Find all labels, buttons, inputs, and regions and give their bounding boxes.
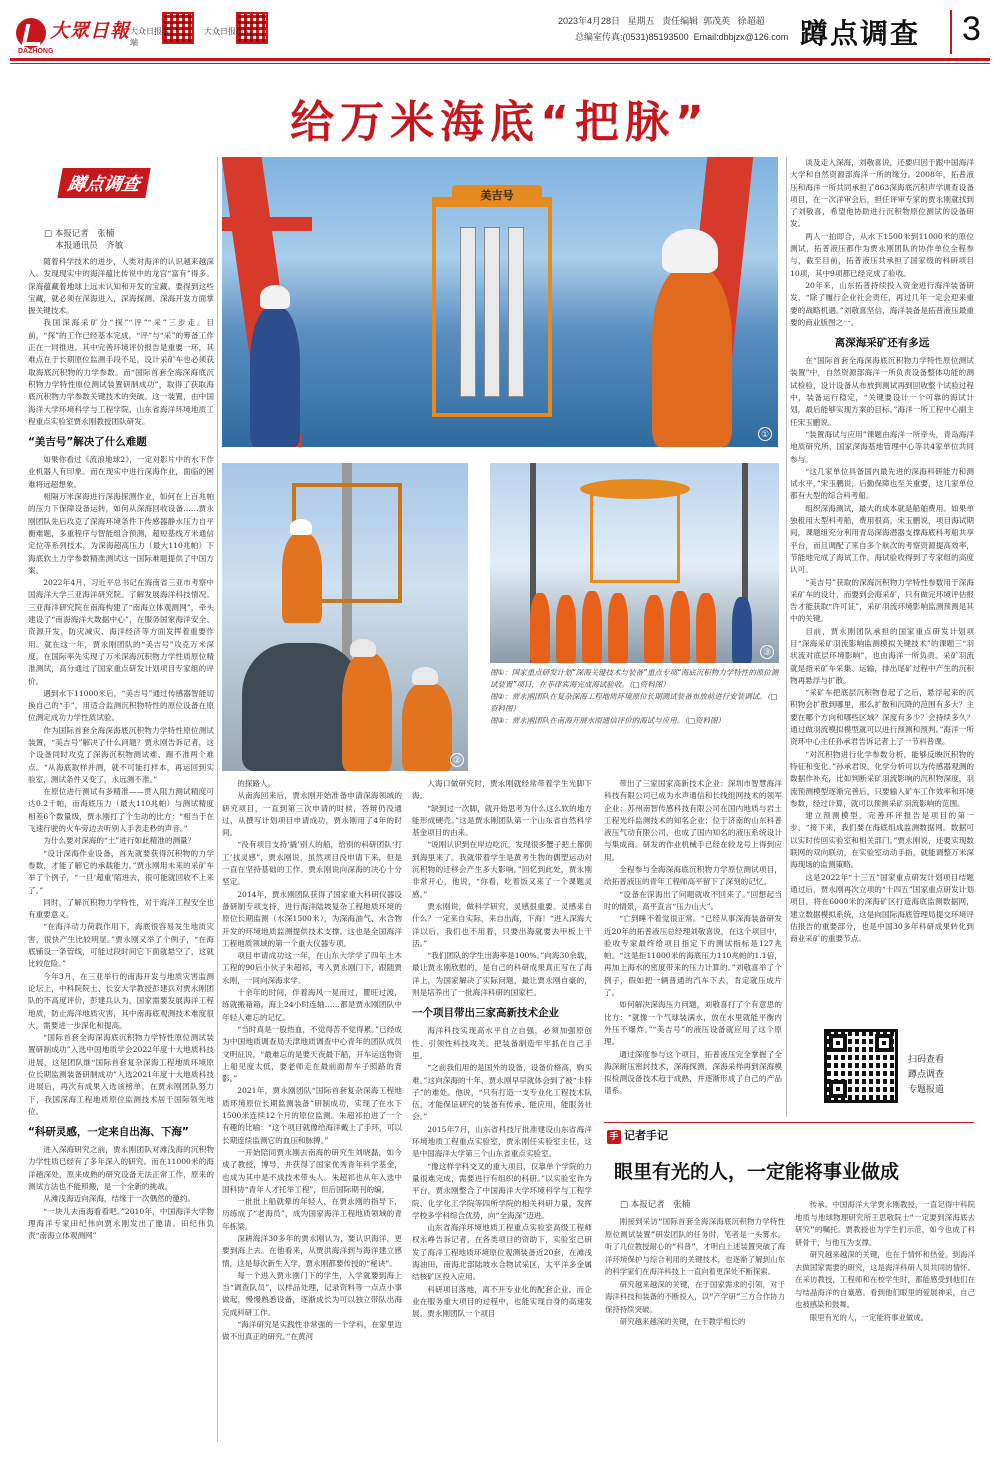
masthead-rule-thin xyxy=(10,63,990,64)
vessel-name-plate: 美吉号 xyxy=(452,185,542,207)
qr-label-1: 扫码查看 xyxy=(908,1055,945,1065)
team-member xyxy=(582,591,602,663)
page-number: 3 xyxy=(950,10,981,54)
paragraph: 从滩浅海迈向深海，结缘于一次偶然的邀约。 xyxy=(43,1194,196,1204)
contact-line xyxy=(575,30,788,43)
team-member xyxy=(696,593,716,663)
caption-2: 图②：贾永刚团队在复杂深海工程地质环境原位长期测试装备布放前进行安装调试。（□资料图） xyxy=(490,692,778,713)
paragraph: “装置海试与应用”课题由海洋一所牵头，青岛海洋地质研究所、国家深海基地管理中心等共4家单位共同参与。 xyxy=(790,429,974,464)
paragraph: 2021年，贾永刚团队“国际首套复杂深海工程地质环境原位长期监测装备”研制成功，实现了在水下1500米连续12个月的原位监测。朱超祁拍进了一个有趣的比喻：“这个项目就像给海洋戴上了手环，可以长期连续监测它的血压和脉搏。” xyxy=(222,1086,402,1145)
paragraph: “一块儿去南海看看吧。”2010年，中国海洋大学物理海洋专家田纪伟向贾永刚发出了邀请。田纪伟负责“南海立体观测网” xyxy=(28,1206,214,1241)
paragraph: “对沉积物进行化学参数分析，能够反映沉积物的特征和变化。”孙承君说，化学分析可以为传感器观测的数据作补充，比如判断采矿羽流影响的沉积物深度，羽流预测模型逐渐完善后，只要输入矿车工作效率和环境参数，经过计算，就可以预测采矿羽流影响的范围。 xyxy=(790,749,974,808)
paragraph: 项目申请成功这一年，在山东大学学了四年土木工程的90后小伙子朱超祁，考入贾永刚门下，跟随贾永刚，一同向深海求学。 xyxy=(222,951,402,985)
qr-label-3: 专题报道 xyxy=(908,1085,945,1095)
paragraph: 传承。中国海洋大学贾永刚教授，一直记得中科院地质与地球物理研究所王思敬院士“一定要到深海底去研究”的嘱托。贾教授也为学生们示范，如今也成了科研骨干，与他互为支撑。 xyxy=(795,1200,975,1247)
sensor-tube xyxy=(484,227,500,397)
paragraph: “说刚认识到在岸边吃沉，发现很多蟹子把土都倒到海里来了。我就带着学生是黄考生物的偶塑运动对沉积物的迁移会产生多大影响。”回忆到此处，贾永刚非常开心，他说，“你看，吃着饭又来了一个课题灵感。” xyxy=(412,840,592,899)
paragraph: 十余年的时间，伴着海风一晃而过，瞿旺过渡，练就搬箱箱，海上24小时连轴……都是贾永刚团队中年轻人难忘的记忆。 xyxy=(222,988,402,1022)
team-member xyxy=(644,595,664,663)
paragraph: 全程参与全海深海底沉积物力学原位测试项目，给拓普液压的青年工程师高平留下了深刻的记忆。 xyxy=(604,865,782,887)
crane-beam xyxy=(222,217,312,231)
paragraph: 从南海回来后，贾永刚开始准备申请深海领域的研究项目，一直到第三次申请的时候，答辩仍没通过，从撰写计划项目申请成功，贾永刚用了4年的时间。 xyxy=(222,791,402,838)
issue-date: 2023年4月28日 xyxy=(558,16,621,26)
newspaper-logo[interactable] xyxy=(16,14,131,55)
paragraph: “没有项目支持‘撬’别人的船，给别的科研团队‘打工’找灵感”，贾永刚说，虽然项目没申请下来，但是一直在坚持基础的工作。贾永刚说向深海的决心十分坚定。 xyxy=(222,840,402,887)
paragraph: 我国深海采矿分“探”“评”“采”三步走。目前，“探”的工作已经基本完成，“评”与“采”的筹备工作正在一同推进。其中完善环境评价报告是重要一环，其难点在于长期原位监测手段不足，设计采矿车也必须获取海底沉积物的力学参数。而“国际首套全海深海底沉积物力学特性原位测试装置研制成功”，取得了获取海底沉积物力学参数关键技术的突破。这一装置，由中国海洋大学环境科学与工程学院、山东省海洋环境地质工程重点实验室贾永刚教授团队研发。 xyxy=(28,318,214,426)
divider xyxy=(786,157,787,1117)
photo-deployment-frame[interactable] xyxy=(222,157,778,447)
paragraph: 海洋科技实现高水平自立自强，必须加强原创性、引领性科技攻关。把装备制造牢牢抓在自己手里。 xyxy=(412,1026,592,1060)
paragraph: 眼里有光的人，一定能将事业做成。 xyxy=(809,1312,929,1322)
paragraph: 如何解决深海压力问题，刘敬喜打了个有意思的比方：“就像一个气球装满水，放在水里就能平衡内外压不爆炸。”“美吉号”的液压设备就应用了这个原理。 xyxy=(604,1000,782,1047)
qr1-caption: 大众日报客户端 xyxy=(130,27,178,47)
phone-label: 总编室传真: xyxy=(575,32,623,42)
text-column-5 xyxy=(790,157,974,1019)
paragraph: 2014年，贾永刚团队获得了国家重大科研仪器设备研制专项支持，进行海洋陆坡复杂工程地质环境的原位长期监测（水深1500米），为深海油气、水合物开发的环境地质监测提供技术支撑。这也是全国海洋工程地质领域的第一个重大仪器专项。 xyxy=(222,889,402,948)
paragraph: “当时真是一股热血，不觉得苦不觉得累。”已经成为中国地质调查局天津地质调查中心青年的团队成员文明征说，“最难忘的是要天夜最下船，开车运送物资上船见度太低，要老师走在最前面帮车子照路的背影。” xyxy=(222,1024,402,1084)
paragraph: 研究越来越深的关键，也在于情怀和热爱。到海洋去做国家需要的研究，这是海洋科研人员共同的情怀。在采访教授，工程师和在校学生时，都能感受到他们在与结晶海洋的自豪感。看到他们眼里的爱展神采，自己也被感染和鼓舞。 xyxy=(795,1250,975,1309)
qr-corner xyxy=(829,1034,847,1052)
text-column-2 xyxy=(222,778,402,1442)
logo-name: 大眾日報 xyxy=(50,20,131,42)
paragraph: “海洋研究是实践性非常强的一个学科，在家里边做不出真正的研究。”在黄河 xyxy=(222,1320,402,1342)
worker-left xyxy=(250,307,300,447)
sensor-tube xyxy=(508,227,524,397)
paragraph: 研究越来越深的关键，在于国家需求的引领，对于海洋科技和装备的不断投入，以“产学研”三方合作协力保持持续突破。 xyxy=(605,1279,785,1314)
worker-right xyxy=(652,267,732,447)
qr-corner xyxy=(875,1034,893,1052)
paragraph: 进入深海研究之前，贾永刚团队对滩浅海的沉积物力学性质已经有了多年深入的研究。而在11000米的海洋趟深处，原来成熟的研究设备无法正常工作，原来的测试方法也不能照搬，是一个全新的挑战。 xyxy=(28,1145,214,1192)
qr2-caption: 大众日报微信 xyxy=(204,27,252,36)
paragraph: “采矿车把底层沉积物卷起了之后，悬浮起来的沉积物会扩散到哪里，那么扩散和沉降的范围有多大？主要在哪个方向和哪些区域？深度有多少？会持续多久？通过做羽流模拟模型就可以进行预测和预判。”海洋一所资环中心主任孙承君告诉记者上了一节科普课。 xyxy=(790,688,974,747)
issue-weekday: 星期五 xyxy=(627,16,655,26)
section-title: 蹲点调查 xyxy=(800,17,921,50)
photo-installation[interactable] xyxy=(222,463,468,771)
paragraph: 为什么要对深海的“土”进行如此精准的测量？ xyxy=(43,836,196,846)
worker xyxy=(402,683,452,771)
caption-3: 图③：贾永刚团队在南海开展水雨通信评价的海试与应用。（□资料图） xyxy=(490,716,726,725)
paragraph: 组织深海测试，最大的成本就是船舶费用。如果单独租用大型科考船，费用很高，宋玉鹏说，项目海试期间，课题组充分利用青岛深海潜器支撑海底科考船共享平台，而且调配了来自多个航次的考察资源提高效率，节能地完成了海试工作，海试验收得到了专家组的高度认可。 xyxy=(790,503,974,575)
paragraph: 谈及走入深海，刘敬喜说，还要归因于跟中国海洋大学和自然资源部海洋一所的缘分。2008年，拓普液压和海洋一所共同承担了863深海底沉积声学调查设备项目，在一次洋审会后，担任评审专家的贾永刚就找到了刘敬喜，希望他协助进行沉积物原位测试的设备研发。 xyxy=(790,158,974,229)
note-tag-label: 记者手记 xyxy=(624,1129,668,1142)
text-column-3 xyxy=(412,778,592,1442)
paragraph: “之前我们用的是国外的设备，设备价格高，购买难。”这向深海的十年，贾永刚早早就体会到了被“卡脖子”的难处。他说，“只有打造一支专业化工程技术队伍，才能保证研究的装备有传承、能应用，能服务社会。” xyxy=(412,1063,592,1122)
paragraph: “在海洋动力荷载作用下，海底很容易发生地质灾害，很快产生比较明显。”贾永刚又举了个例子，“在海底铺设一条管线，可能过段时间它下面就悬空了，这就比较危险。” xyxy=(28,922,214,969)
instrument-frame xyxy=(590,493,680,583)
paragraph: 遇到水下11000米后，“美吉号”通过传感器智能切换自己的“手”，用适合监测沉积物特性的原位设备在原位测定成功力学性质试验。 xyxy=(28,688,214,723)
paragraph: 两人一拍即合，从水下1500米到11000米的原位测试，拓普液压都作为贾永刚团队的协作单位全程参与，截至目前，拓普液压共承担了国家级的科研项目10项，其中9项都已经完成了验收。 xyxy=(790,231,974,278)
qr-code-icon[interactable] xyxy=(824,1029,898,1103)
photo-number: ① xyxy=(758,427,772,441)
photo-caption xyxy=(490,667,779,727)
paragraph: 同时，了解沉积物力学特性，对于海洋工程安全也有重要意义。 xyxy=(28,897,214,920)
paragraph: “这几家单位具备国内最先进的深海科研能力和测试水平，”宋玉鹏说，后勤保障也至关重要，这几家单位都有大型的综合科考船。 xyxy=(790,466,974,501)
qr-corner xyxy=(829,1080,847,1098)
helmet-icon xyxy=(662,229,718,273)
paragraph: 刚接到采访“国际首套全海深海底沉积物力学特性原位测试装置”研发团队的任务时，笔者是一头雾水。听了几位教授耐心的“科普”，才明白上述装置突破了海洋环境保护与综合利用的关键技术，也逐渐了解到山东的科学家们在海洋科技上一直向着更深处不断探索。 xyxy=(605,1217,785,1276)
designer-name: 徐超超 xyxy=(737,16,765,26)
paragraph: 在“国际首套全海深海底沉积物力学特性原位测试装置”中，自然资源部海洋一所负责设备整体功能的测试检验，设计设备从布放到测试再到回收整个试验过程中，装备运行稳定，“关键要设计一个可靠的海试计划，最后能够实现方案的目标。”海洋一所工程中心副主任宋玉鹏说。 xyxy=(790,356,974,427)
subheading: “美吉号”解决了什么难题 xyxy=(28,436,147,449)
paragraph: 贾永刚说，做科学研究，灵感很重要。灵感来自什么？一定来自实际，来自出海，下海！“进入深海大洋以后，我们也不用着，只要出海就要去甲板上干活。” xyxy=(412,901,592,948)
subheading: “科研灵感，一定来自出海、下海” xyxy=(28,1126,189,1139)
photo-number: ③ xyxy=(760,645,774,659)
paragraph: 这是2022年“十三五”国家重点研发计划项目结题通过后，贾永刚再次立项的“十四五”国家重点研发计划项目，将在6000米的深海矿区打造海底监测数据网，建立数据模拟系统，这是向国际海底管理局提交环境评估报告的重要部分，也是中国30多年科研成果转化到商业采矿的重要节点。 xyxy=(790,872,974,944)
note-column-b xyxy=(795,1199,975,1442)
photo-team[interactable] xyxy=(490,463,779,663)
paragraph: “设计深海作业设备，首先就要获得沉积物的力学参数，才能了解它的承载能力。”贾永刚用未来的采矿车举了个例子，“一旦‘超重’陷进去，很可能就回收不上来了。” xyxy=(28,848,214,895)
paragraph: 研究越来越深的关键，在于教学相长的 xyxy=(619,1317,746,1326)
worker xyxy=(282,533,322,623)
worker xyxy=(342,653,392,771)
team-member xyxy=(732,597,752,663)
helmet-icon xyxy=(350,639,376,657)
note-icon: 手 xyxy=(607,1130,621,1144)
phone: (0531)85193500 xyxy=(622,32,689,42)
paragraph: 20年来，山东拓普持续投入资金进行海洋装备研发，“除了履行企业社会责任，再过几年一定会迎来重要的战略机遇。”刘敬喜坚信，海洋装备是拓普液压最重要的商业版图之一。 xyxy=(790,280,974,327)
paragraph: 2022年4月，习近平总书记在海南省三亚市考察中国海洋大学三亚海洋研究院。了解发展海洋科技情况。三亚海洋研究院在南海构建了“南海立体观测网”，牵头建设了“南海海洋大数据中心”，在服务国家海洋安全、资源开发、防灾减灾、海洋经济等方面发挥着重要作用。就在这一年，贾永刚团队的“美吉号”攻克万米深度，在国际率先实现了万米深海沉积物力学性质原位精准测试，高分通过了国家重点研发计划项目专家组的评价。 xyxy=(28,578,214,686)
paragraph: “国际首套全海深海底沉积物力学特性原位测试装置研制成功”入选中国地质学会2022年度十大地质科技进展，这是团队继“国际首套复杂深海工程地质环境原位长期监测装备研制成功”入选2021年度十大地质科技进展后，再次有成果入选该榜单。在贾永刚团队努力下，我国深海工程地质原位监测技术居于国际领先地位。 xyxy=(28,1033,214,1116)
paragraph: “缺到过一次脚，就开始思考为什么这么软的地方能形成硬壳。”这是贾永刚团队第一个山东省自然科学基金项目的由来。 xyxy=(412,803,592,838)
column-badge: 蹲点调查 xyxy=(57,168,150,198)
caption-1: 图①：国家重点研发计划“深海关键技术与装备”重点专项“海底沉积物力学特性的原位测试装置”项目，在菲律宾海完成海试验收。（□资料图） xyxy=(490,668,779,689)
helmet-icon xyxy=(260,285,290,309)
paragraph: 相隔万米深海进行深海探测作业，如何在上百兆帕的压力下保障设备运转，如何从深海回收设备……贾永刚团队先后攻克了深海环境条件下传感器静水压力自平衡难题，多重程序与智能组合预测，超短基线万米通信定位等系列技术，为深海超高压力（最大110兆帕）下海底软土力学参数精准测试这一国际难题提供了中国方案。 xyxy=(28,492,214,575)
divider xyxy=(217,157,218,1442)
paragraph: 今年3月，在三亚举行的南海开发与地质灾害监测论坛上，中科院院士、长安大学教授彭建兵对贾永刚团队的不高度评价，彭建兵认为，国家需要发展海洋工程地质，防止海洋地质灾害，其中南海底观测技术难度很大，需要进一步深化和提高。 xyxy=(28,971,214,1030)
paragraph: 建立预测模型，完善环评报告是项目的第一步，“接下来，我们要在海底组成监测数据网。数据可以实时传回实验室和相关部门。”贾永刚说，还要实现数联网的双向联动，在实验室动动手指，就能调整万米深海现场的监测策略。 xyxy=(790,811,974,870)
note-column-a xyxy=(605,1216,785,1442)
paragraph: 带出了三家国家高新技术企业：深圳市智慧海洋科技有限公司已成为水声通信和长线组网技术的领军企业；苏州南智传感科技有限公司在国内地质与岩土工程光纤监测技术的知名企业；位于济南的山东科普液压气动有限公司，也成了国内知名的液压系统设计与集成商。研发的作业机械手已经在较龙号上得到应用。 xyxy=(604,779,782,862)
paragraph: 作为国际首套全海深海底沉积物力学特性原位测试装置，“美吉号”解决了什么问题？贾永刚告诉记者，这个设备同时攻克了深海沉积物测试难、踢不准两个难点。“从海底取样并测，就不可能打样本，再运回到实验室，测试条件又变了，永远测不准。” xyxy=(28,725,214,784)
issue-date-line xyxy=(558,14,765,27)
helmet-icon xyxy=(412,667,438,685)
logo-mark-icon xyxy=(16,18,46,48)
article-byline-2: 本报通讯员 齐敏 xyxy=(44,241,124,251)
team-member xyxy=(530,593,550,663)
helmet-icon xyxy=(290,519,312,535)
subheading: 离深海采矿还有多远 xyxy=(834,337,930,350)
paragraph: 一开始陪同贾永刚去南海的研究生刘晓磊，如今成了教授，博导，并获得了国家优秀青年科学基金，也成为其中是不成技术带头人。朱超祁也从年入选中国科协“青年人才托举工程”，但后国际期刊的编。 xyxy=(222,1147,402,1194)
paragraph: 山东省海洋环境地质工程重点实验室高级工程师权永峥告诉记者，在各类项目的资助下，实验室已研发了海洋工程地质环境原位观测装备近20套，在滩浅海油田，南海北部陆坡水合物试采区，太平洋多金属结核矿区投入应用。 xyxy=(412,1223,592,1282)
text-column-4 xyxy=(604,778,782,1124)
photo-number: ② xyxy=(450,753,464,767)
team-member xyxy=(670,591,690,663)
team-member xyxy=(608,593,628,663)
paragraph: “像这样学科交叉的重大项目，仅靠单个学院的力量很难完成，需要进行有组织的科研。”以实验室作为平台，贾永刚整合了中国海洋大学环境科学与工程学院、化学化工学院等四所学院的相关科研力量，发挥学校多学科综合优势，向“全海深”迈进。 xyxy=(412,1161,592,1220)
text-column-1 xyxy=(28,256,214,1442)
team-member xyxy=(556,595,576,663)
paragraph: 通过深度参与这个项目，拓普液压完全掌握了全海深耐压密封技术，深海探测，深海采样再到深海模拟检测设备技术趋于成熟，并逐渐形成了自己的产品谱系。 xyxy=(604,1049,782,1096)
email-label: Email: xyxy=(693,32,719,42)
divider xyxy=(604,1122,974,1123)
masthead xyxy=(10,8,990,58)
paragraph: “美吉号”获取的深海沉积物力学特性参数用于深海采矿车的设计，而要到会海采矿，只有做完环境评估报告才能获取“许可证”，采矿羽流环境影响监测预测是其中的关键。 xyxy=(790,577,974,624)
paragraph: 一批批上船就晕的年轻人，在贾永刚的指导下，历练成了“老海员”，成为国家海洋工程地质领域的青年栋梁。 xyxy=(222,1197,402,1231)
paragraph: 2015年7月，山东省科技厅批准建设山东省海洋环境地质工程重点实验室，贾永刚任实验室主任，这是中国海洋大学第三个山东省重点实验室。 xyxy=(412,1124,592,1159)
paragraph: 如果你看过《流浪地球2》，一定对影片中的水下作业机器人有印象。而在现实中进行深海作业，面临的困难将远超想象。 xyxy=(28,455,214,489)
note-byline: □ 本报记者 张楠 xyxy=(620,1200,691,1210)
email[interactable]: dbbjzx@126.com xyxy=(718,32,789,42)
qr-label-2: 蹲点调查 xyxy=(908,1070,945,1080)
paragraph: 每一个进入贾永刚门下的学生，入学就要到海上当“调查队员”，以样品处理，记录资料等一点点小事做起，慢慢熟悉设备，逐渐成长为可以独立带队出海完成科研工作。 xyxy=(222,1270,402,1317)
subheading: 一个项目带出三家高新技术企业 xyxy=(412,1007,559,1020)
masthead-rule xyxy=(10,58,990,61)
editor-label: 责任编辑 xyxy=(662,16,699,26)
paragraph: 科研项目落地，离不开专业化的配套企业。而企业在服务重大项目的过程中，也能实现自身的高速发展。贾永刚团队一个项目 xyxy=(412,1284,592,1319)
paragraph: 在原位进行测试有多精准——贯入阻力测试精度可达0.2千帕，而海底压力（最大110兆帕）与测试精度相差6个数量级，贾永刚打了个生动的比方：“相当于在飞速行驶的火车旁边去听别人手表走秒的声音。” xyxy=(28,787,214,834)
sensor-tube xyxy=(460,227,476,397)
paragraph: 目前，贾永刚团队承担的国家重点研发计划项目“深海采矿羽流影响监测模拟关键技术”的课题三“羽状流对底层环境影响”，也由海洋一所负责。采矿羽流就是指采矿车采集、运输，排出尾矿过程中产生的沉积物再悬浮与扩散。 xyxy=(790,626,974,685)
paragraph: “亡到睡不着觉很正常。“已经从事深海装备研发近20年的拓普液压总经理刘敬喜说，在这个项目中，验收专家最终给项目指定下的测试指标是127兆帕。“这是拒11000米的海底压力110兆帕的1.1倍，再加上海水的密度带来的压力计算的。”刘敬喜举了个例子，假如把一辆普通的汽车下去，肯定就压成片了。 xyxy=(604,914,782,998)
paragraph: “我们团队的学生出海率是100%。”向海30余载，最让贾永刚欣慰的，是自己的科研成果真正写在了海洋上，为国家解决了实际问题，最让贾永刚自豪的，则是培养出了一批海洋科研的国家栏。 xyxy=(412,951,592,998)
paragraph: “设备在深海出了问题就收不回来了。”回想起当时的情景，高平直言“压力山大”。 xyxy=(604,889,782,911)
article-headline: 给万米海底“把脉” xyxy=(290,97,710,148)
editor-name: 郭茂英 xyxy=(703,16,731,26)
logo-en: DAZHONG xyxy=(18,48,54,55)
article-byline-1: □ 本报记者 张楠 xyxy=(44,229,115,239)
paragraph: 的探路人。 xyxy=(237,779,276,788)
paragraph: 随着科学技术的进步，人类对海洋的认识越来越深入。发现现实中的海洋蕴比传说中的龙宫“富有”得多。深海蕴藏着地球上远未认知和开发的宝藏。要得到这些宝藏，就必须在深海进入，深海探测、深海开发方面掌握关键技术。 xyxy=(28,257,214,316)
note-tag xyxy=(607,1127,668,1144)
note-title: 眼里有光的人，一定能将事业做成 xyxy=(614,1161,900,1183)
paragraph: 入海口做研究时，贾永刚就经常带着学生光脚下海。 xyxy=(412,779,592,801)
paragraph: 深耕海洋30多年的贾永刚认为，要认识海洋，更要到海上去。在他看来，从贾洪海洋到与海洋建立感情，这是每次新生入学，贾永刚都要传授的“秘诀”。 xyxy=(222,1233,402,1268)
